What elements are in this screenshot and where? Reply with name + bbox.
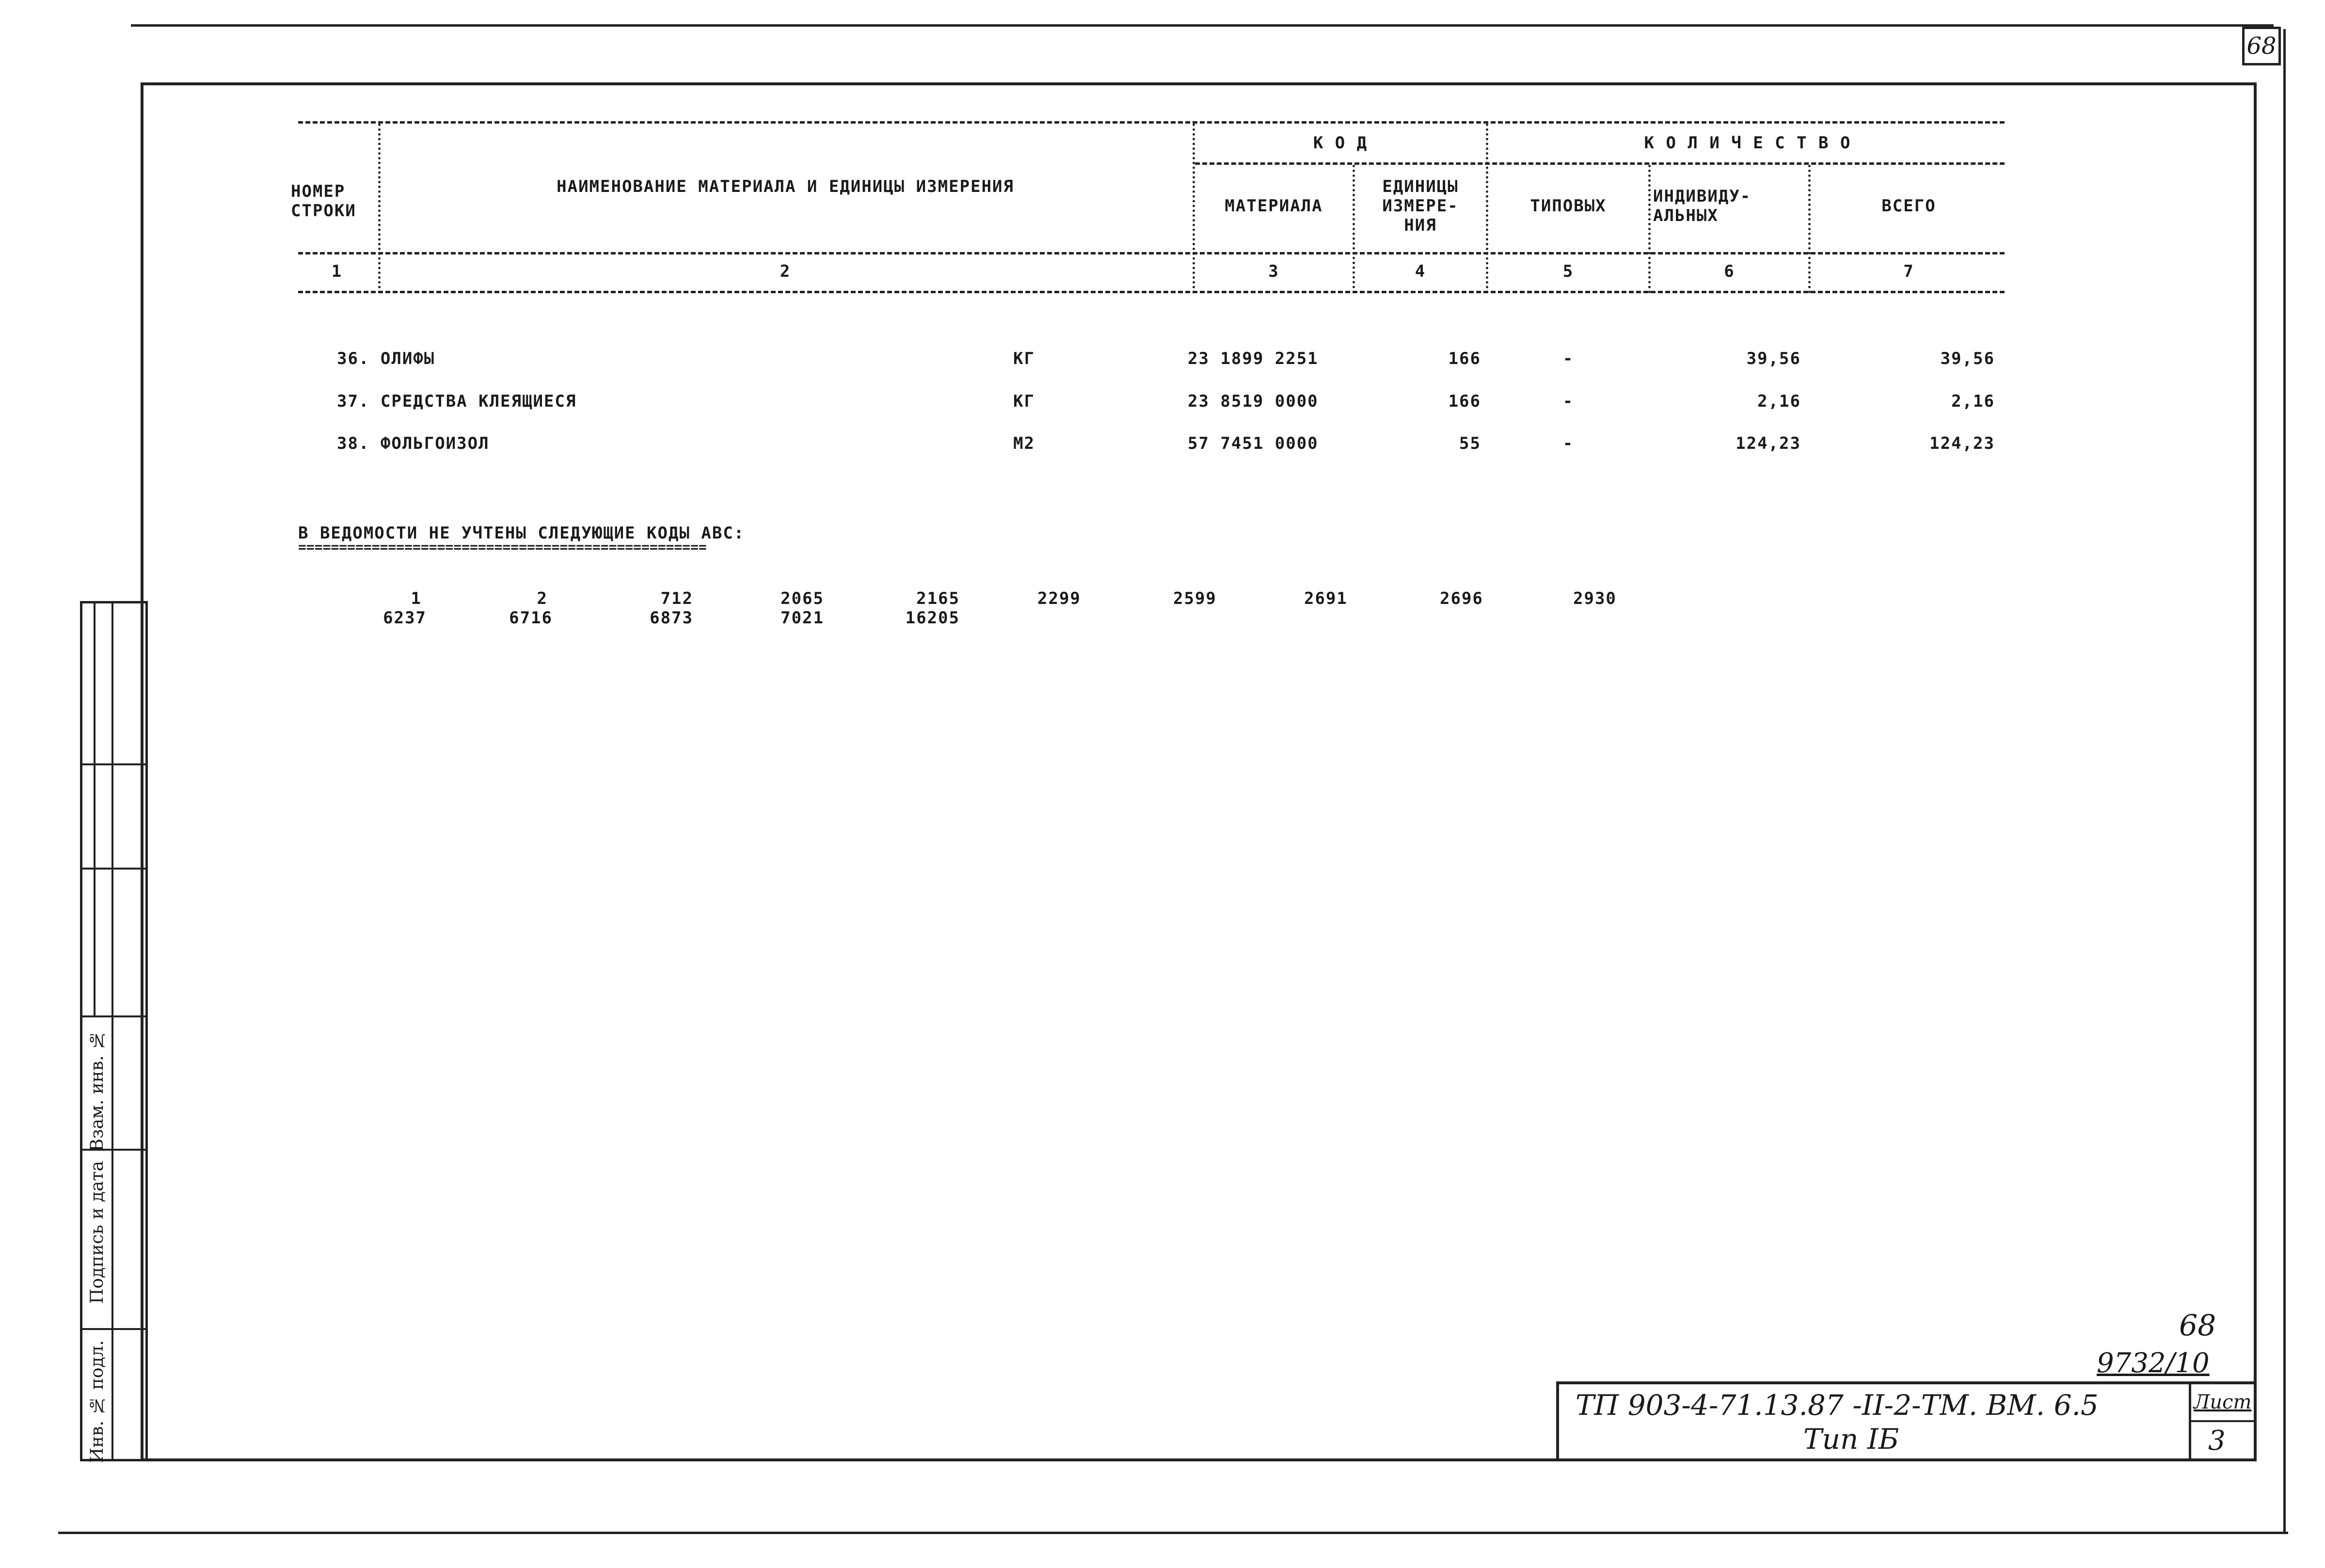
row-total: 2,16 <box>1951 392 1995 411</box>
header-row-no: НОМЕР СТРОКИ <box>291 182 356 221</box>
order-number: 9732/10 <box>2097 1347 2210 1379</box>
code-item: 2 <box>537 589 548 608</box>
page-bottom-rule <box>58 1532 2288 1534</box>
replaces-inv-label: Взам. инв. № <box>87 1030 107 1152</box>
row-individual: 2,16 <box>1757 392 1801 411</box>
row-unit: КГ <box>1013 392 1035 411</box>
code-item: 2599 <box>1173 589 1217 608</box>
top-sheet-number-box <box>2242 27 2281 65</box>
note-title: В ВЕДОМОСТИ НЕ УЧТЕНЫ СЛЕДУЮЩИЕ КОДЫ АВС: <box>298 523 745 543</box>
row-name: 36. ОЛИФЫ <box>337 349 435 368</box>
header-individual: ИНДИВИДУ- АЛЬНЫХ <box>1653 187 1752 225</box>
page-top-rule <box>131 24 2274 27</box>
row-name: 38. ФОЛЬГОИЗОЛ <box>337 434 490 453</box>
col-number-4: 4 <box>1415 262 1426 281</box>
code-item: 6873 <box>650 608 693 628</box>
col-number-2: 2 <box>780 262 791 281</box>
row-typical: - <box>1562 392 1574 411</box>
header-typical: ТИПОВЫХ <box>1530 196 1607 216</box>
sheet-value: 3 <box>2208 1425 2226 1457</box>
row-unit: М2 <box>1013 434 1035 453</box>
code-item: 712 <box>660 589 693 608</box>
header-name: НАИМЕНОВАНИЕ МАТЕРИАЛА И ЕДИНИЦЫ ИЗМЕРЕНИЯ <box>557 177 1014 196</box>
row-typical: - <box>1562 434 1574 453</box>
header-quantity: К О Л И Ч Е С Т В О <box>1644 133 1851 153</box>
page-number: 68 <box>2179 1309 2216 1343</box>
code-item: 7021 <box>780 608 824 628</box>
code-item: 2696 <box>1440 589 1483 608</box>
page-right-rule <box>2283 29 2286 1534</box>
document-designation: ТП 903-4-71.13.87 -II-2-ТМ. ВМ. 6.5 <box>1576 1389 2099 1422</box>
row-typical: - <box>1562 349 1574 368</box>
code-item: 2165 <box>916 589 960 608</box>
row-unit-code: 55 <box>1459 434 1481 453</box>
row-total: 39,56 <box>1940 349 1995 368</box>
row-material-code: 23 8519 0000 <box>1188 392 1319 411</box>
document-type: Тип IБ <box>1803 1423 1899 1456</box>
signature-date-label: Подпись и дата <box>87 1161 107 1304</box>
code-item: 2299 <box>1037 589 1081 608</box>
inv-no-label: Инв. № подл. <box>87 1340 107 1463</box>
row-unit-code: 166 <box>1448 349 1481 368</box>
header-material: МАТЕРИАЛА <box>1225 196 1323 216</box>
col-number-3: 3 <box>1268 262 1279 281</box>
drawing-frame <box>141 82 2257 1461</box>
code-item: 16205 <box>905 608 960 628</box>
code-item: 6716 <box>509 608 553 628</box>
row-unit: КГ <box>1013 349 1035 368</box>
header-total: ВСЕГО <box>1881 196 1936 216</box>
row-material-code: 23 1899 2251 <box>1188 349 1319 368</box>
note-underline: ================================================== <box>298 539 707 555</box>
col-number-7: 7 <box>1903 262 1914 281</box>
row-unit-code: 166 <box>1448 392 1481 411</box>
row-individual: 39,56 <box>1746 349 1801 368</box>
sheet-label: Лист <box>2194 1391 2252 1413</box>
col-number-5: 5 <box>1562 262 1574 281</box>
row-individual: 124,23 <box>1736 434 1801 453</box>
header-unit: ЕДИНИЦЫ ИЗМЕРЕ- НИЯ <box>1382 177 1459 235</box>
code-item: 6237 <box>383 608 427 628</box>
code-item: 1 <box>411 589 422 608</box>
code-item: 2691 <box>1304 589 1348 608</box>
top-sheet-number: 68 <box>2246 32 2277 60</box>
col-number-1: 1 <box>331 262 343 281</box>
header-code: К О Д <box>1313 133 1368 153</box>
code-item: 2930 <box>1573 589 1617 608</box>
row-total: 124,23 <box>1929 434 1995 453</box>
code-item: 2065 <box>780 589 824 608</box>
col-number-6: 6 <box>1724 262 1735 281</box>
row-material-code: 57 7451 0000 <box>1188 434 1319 453</box>
side-stamp <box>80 601 148 1461</box>
row-name: 37. СРЕДСТВА КЛЕЯЩИЕСЯ <box>337 392 577 411</box>
